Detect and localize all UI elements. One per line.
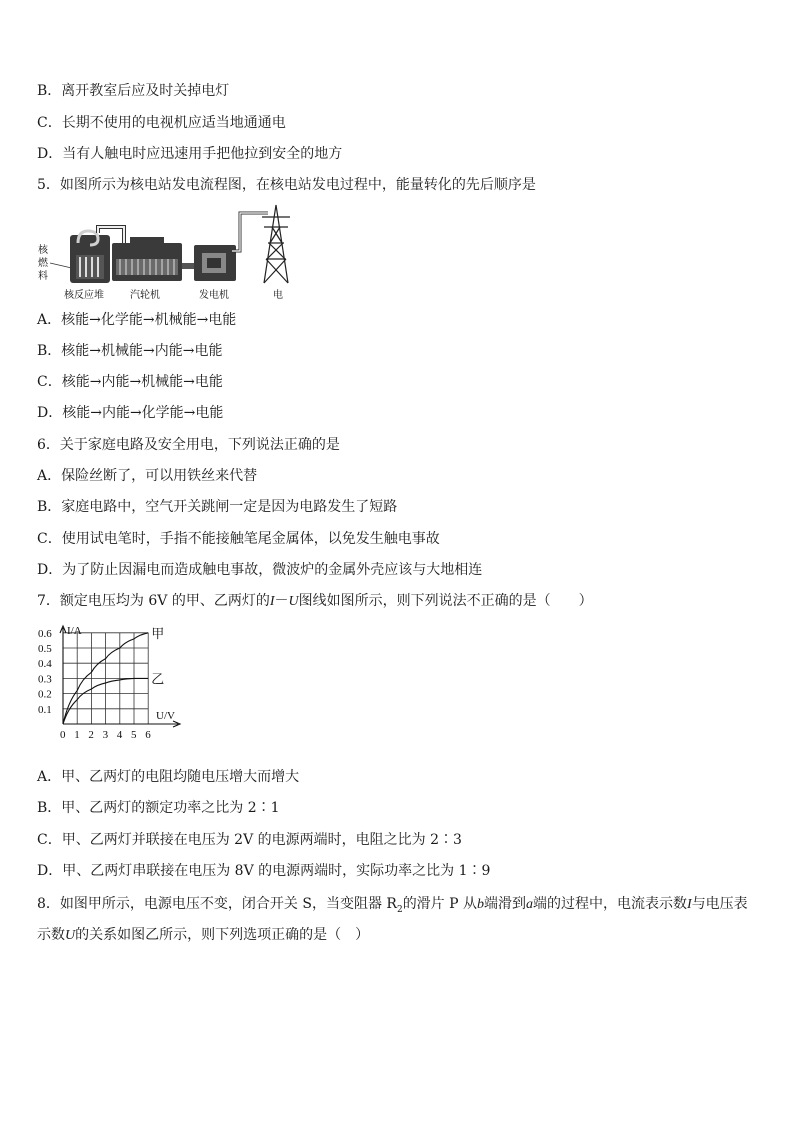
iu-chart [36,622,186,750]
q5-option-a: A．核能→化学能→机械能→电能 [37,312,237,328]
x-axis-label: U/V [156,710,175,722]
y-tick-label: 0.1 [38,703,52,716]
q4-option-c: C．长期不使用的电视机应适当地通通电 [37,115,286,131]
reactor-block [70,231,110,283]
q8-stem-line1: 8．如图甲所示，电源电压不变，闭合开关 S，当变阻器 $R_2$的滑片 P 从b端滑到a端的过程中，电流表示数I与电压表 [37,896,748,915]
x-tick-label: 1 [74,729,80,741]
y-tick-label: 0.6 [38,627,52,640]
series-label-jia: 甲 [151,626,165,642]
power-tower [262,205,290,283]
x-tick-label: 5 [131,729,137,741]
q6-stem: 6．关于家庭电路及安全用电，下列说法正确的是 [37,437,340,453]
q6-option-b: B．家庭电路中，空气开关跳闸一定是因为电路发生了短路 [37,499,398,515]
generator-block [194,245,236,281]
label-generator: 发电机 [199,290,229,301]
q7-option-b: B．甲、乙两灯的额定功率之比为 2∶1 [37,800,280,816]
series-label-yi: 乙 [151,672,165,688]
x-tick-label: 4 [116,729,123,741]
q6-option-c: C．使用试电笔时，手指不能接触笔尾金属体，以免发生触电事故 [37,531,440,547]
q6-option-a: A．保险丝断了，可以用铁丝来代替 [37,468,258,484]
q5-option-b: B．核能→机械能→内能→电能 [37,343,223,359]
x-tick-label: 6 [145,729,151,741]
y-tick-label: 0.4 [38,658,52,671]
y-tick-label: 0.2 [38,688,52,701]
q7-option-a: A．甲、乙两灯的电阻均随电压增大而增大 [37,769,300,785]
q4-option-d: D．当有人触电时应迅速用手把他拉到安全的地方 [37,146,343,162]
q7-stem: 7．额定电压均为 6V 的甲、乙两灯的I－U图线如图所示，则下列说法不正确的是（ ） [37,593,593,609]
label-electricity: 电 [273,290,283,301]
q5-stem: 5．如图所示为核电站发电流程图，在核电站发电过程中，能量转化的先后顺序是 [37,177,536,193]
y-tick-label: 0.5 [38,643,52,655]
q8-stem-line2: 示数U的关系如图乙所示，则下列选项正确的是（ ） [37,927,370,943]
fuel-label-1: 核 [38,245,48,256]
q7-option-d: D．甲、乙两灯串联接在电压为 8V 的电源两端时，实际功率之比为 1∶9 [37,863,491,879]
turbine-block [112,237,182,281]
label-reactor: 核反应堆 [64,290,104,301]
label-turbine: 汽轮机 [130,290,160,301]
fuel-label-3: 料 [38,271,48,282]
fuel-label-2: 燃 [38,258,48,269]
q7-option-c: C．甲、乙两灯并联接在电压为 2V 的电源两端时，电阻之比为 2∶3 [37,832,462,848]
q5-option-c: C．核能→内能→机械能→电能 [37,374,223,390]
y-axis-label: I/A [67,625,82,637]
x-tick-label: 2 [88,729,94,741]
x-tick-label: 0 [60,729,66,741]
nuclear-plant-diagram [36,203,306,303]
y-tick-label: 0.3 [38,673,52,686]
q5-option-d: D．核能→内能→化学能→电能 [37,405,224,421]
q6-option-d: D．为了防止因漏电而造成触电事故，微波炉的金属外壳应该与大地相连 [37,562,483,578]
x-tick-label: 3 [102,729,109,741]
q4-option-b: B．离开教室后应及时关掉电灯 [37,83,230,99]
